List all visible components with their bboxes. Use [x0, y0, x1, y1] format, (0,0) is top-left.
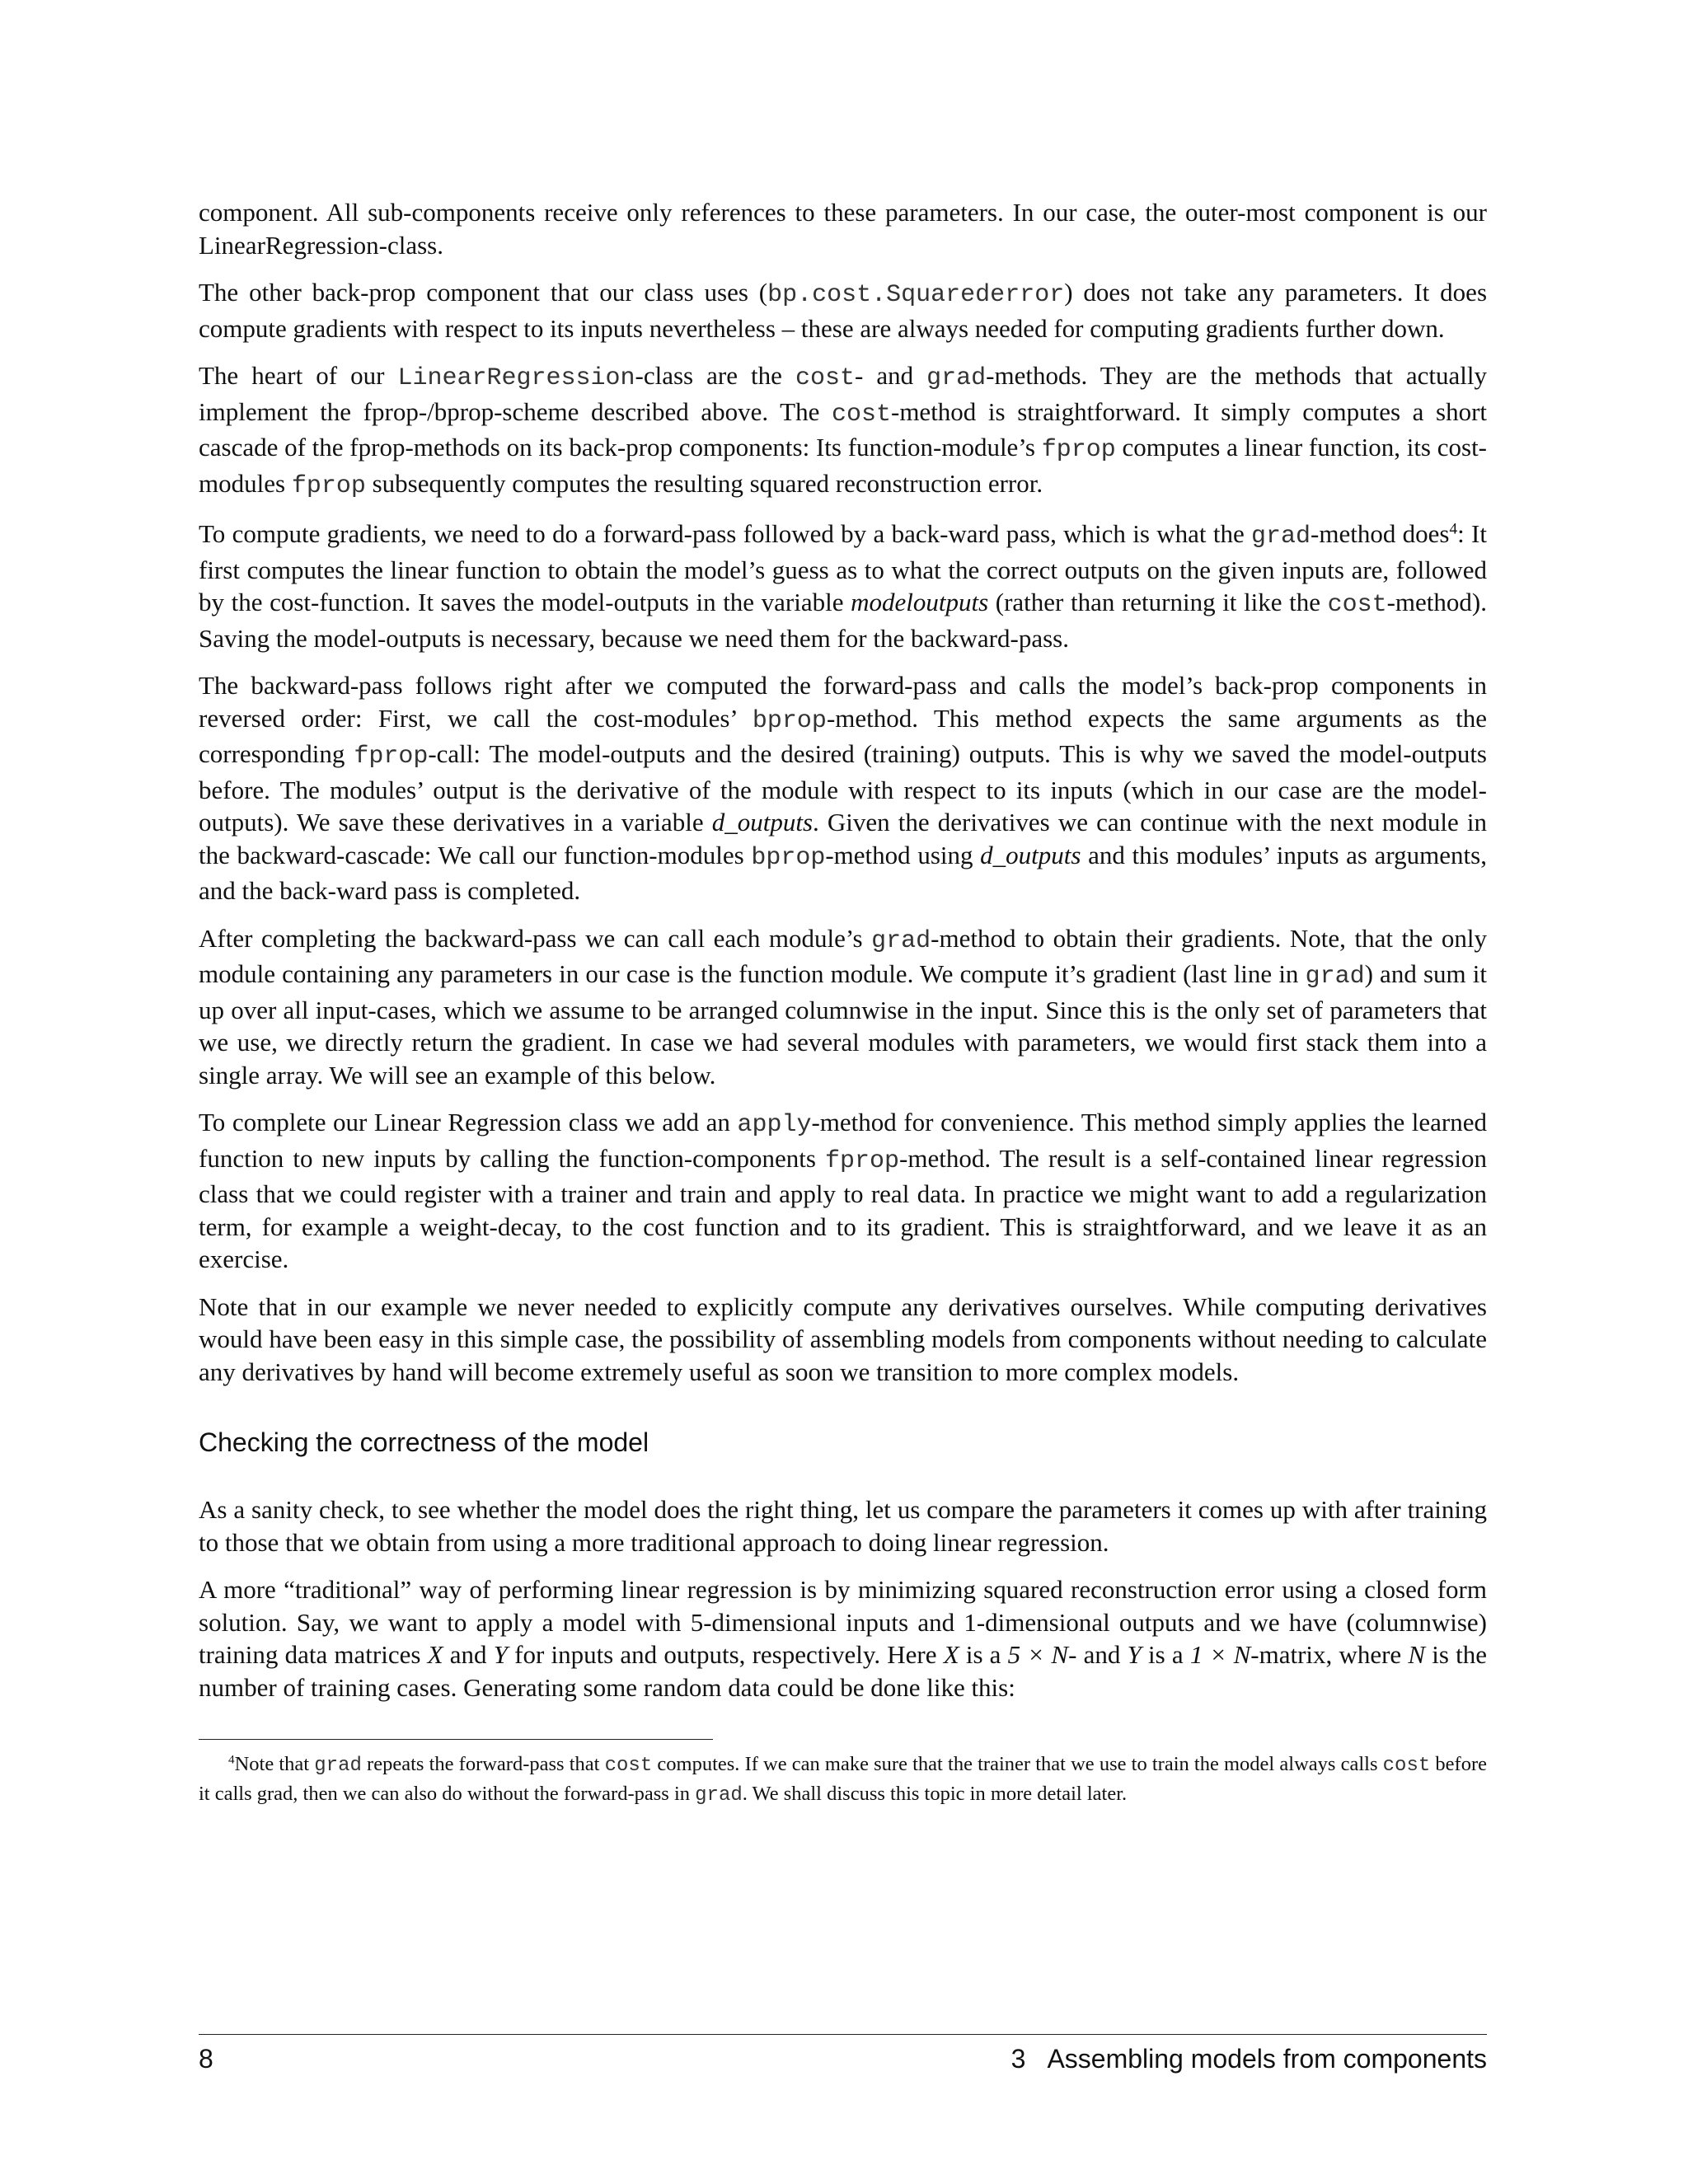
- variable-name: modeloutputs: [851, 588, 989, 616]
- paragraph: The heart of our LinearRegression-class are the cost- and grad-methods. They are the methods that actually implement the fprop-/bprop-scheme described above. The cost-method is straightforward. It simply computes a short cascade of the fprop-methods on its back-prop components: Its function-module’s fprop computes a linear function, its cost-modules fprop subsequently computes the resulting squared reconstruction error.: [199, 361, 1488, 500]
- math-expression: 1 × N: [1189, 1640, 1251, 1669]
- code-inline: cost: [1382, 1755, 1431, 1777]
- paragraph: To compute gradients, we need to do a forward-pass followed by a back-ward pass, which is what the grad-method does$^4$: It first computes the linear function to obtain the model’s guess as to what the correct outputs on the given inputs are, followed by the cost-function. It saves the model-outputs in the variable modeloutputs (rather than returning it like the cost-method). Saving the model-outputs is necessary, because we need them for the backward-pass.: [199, 519, 1487, 653]
- paragraph: As a sanity check, to see whether the model does the right thing, let us compare the parameters it comes up with after training to those that we obtain from using a more traditional approach to doing linear regression.: [199, 1495, 1487, 1557]
- code-inline: bp.cost.Squarederror: [767, 281, 1065, 309]
- code-inline: cost: [1327, 591, 1387, 619]
- code-inline: bprop: [752, 706, 827, 735]
- code-inline: bprop: [751, 843, 826, 872]
- math-symbol: X: [943, 1640, 959, 1669]
- math-number: 5: [690, 1607, 704, 1637]
- running-chapter-title: [1011, 2042, 1487, 2075]
- paragraph: After completing the backward-pass we can call each module’s grad-method to obtain their gradients. Note, that the only module containing any parameters in our case is the function module. We compute it’s gradient (last line in grad) and sum it up over all input-cases, which we assume to be arranged columnwise in the input. Since this is the only set of parameters that we use, we directly return the gradient. In case we had several modules with parameters, we would first stack them into a single array. We will see an example of this below.: [199, 923, 1488, 1090]
- code-inline: cost: [795, 364, 855, 392]
- footnote-number: 4: [228, 1752, 235, 1767]
- math-number: 1: [964, 1607, 977, 1637]
- code-inline: cost: [831, 400, 891, 429]
- code-inline: fprop: [354, 743, 429, 771]
- footnote-marker[interactable]: 4: [1449, 520, 1458, 538]
- code-inline: grad: [871, 926, 931, 955]
- footer-divider: [199, 2034, 1487, 2035]
- paragraph: A more “traditional” way of performing linear regression is by minimizing squared reconstruction error using a closed form solution. Say, we want to apply a model with 5-dimensional inputs and 1-dimensional outputs and we have (columnwise) training data matrices X and Y for inputs and outputs, respectively. Here X is a 5 × N- and Y is a 1 × N-matrix, where N is the number of training cases. Generating some random data could be done like this:: [199, 1575, 1488, 1702]
- code-inline: fprop: [825, 1146, 900, 1175]
- code-inline: grad: [1251, 523, 1311, 551]
- chapter-number: 3: [1010, 2044, 1026, 2074]
- section-heading: Checking the correctness of the model: [199, 1427, 649, 1457]
- math-symbol: Y: [1127, 1640, 1142, 1669]
- variable-name: d_outputs: [980, 840, 1081, 869]
- page-number: 8: [199, 2044, 213, 2074]
- math-expression: 5 × N: [1007, 1640, 1069, 1669]
- code-inline: LinearRegression: [397, 364, 635, 392]
- code-inline: grad: [695, 1784, 743, 1807]
- code-inline: grad: [314, 1755, 362, 1777]
- paragraph: To complete our Linear Regression class we add an apply-method for convenience. This method simply applies the learned function to new inputs by calling the function-components fprop-method. The result is a self-contained linear regression class that we could register with a trainer and train and apply to real data. In practice we might want to add a regularization term, for example a weight-decay, to the cost function and to its gradient. This is straightforward, and we leave it as an exercise.: [199, 1108, 1488, 1273]
- paragraph: Note that in our example we never needed to explicitly compute any derivatives ourselves. While computing derivatives would have been easy in this simple case, the possibility of assembling models from components without needing to calculate any derivatives by hand will become extremely useful as soon we transition to more complex models.: [199, 1291, 1487, 1386]
- code-inline: grad: [1305, 963, 1365, 991]
- variable-name: d_outputs: [711, 808, 814, 837]
- code-inline: apply: [737, 1111, 812, 1139]
- chapter-title: Assembling models from components: [1047, 2044, 1487, 2074]
- math-symbol: X: [427, 1640, 443, 1669]
- body-text: [199, 196, 1487, 1718]
- paragraph: The other back-prop component that our class uses (bp.cost.Squarederror) does not take any parameters. It does compute gradients with respect to its inputs nevertheless – these are always needed for computing gradients further down.: [199, 278, 1488, 343]
- code-inline: fprop: [1041, 436, 1116, 464]
- footnote: $^4$Note that grad repeats the forward-pass that cost computes. If we can make sure that the trainer that we use to train the model always calls cost before it calls grad, then we can also do without the forward-pass in grad. We shall discuss this topic in more detail later.: [199, 1752, 1487, 1807]
- math-symbol: N: [1408, 1640, 1426, 1669]
- code-inline: grad: [926, 364, 987, 392]
- paragraph: The backward-pass follows right after we computed the forward-pass and calls the model’s back-prop components in reversed order: First, we call the cost-modules’ bprop-method. This method expects the same arguments as the corresponding fprop-call: The model-outputs and the desired (training) outputs. This is why we saved the model-outputs before. The modules’ output is the derivative of the module with respect to its inputs (which in our case are the model-outputs). We save these derivatives in a variable d_outputs. Given the derivatives we can continue with the next module in the backward-cascade: We call our function-modules bprop-method using d_outputs and this modules’ inputs as arguments, and the back-ward pass is completed.: [199, 671, 1487, 905]
- code-inline: fprop: [291, 471, 366, 500]
- math-symbol: Y: [493, 1640, 508, 1669]
- paragraph: component. All sub-components receive only references to these parameters. In our case, the outer-most component is our LinearRegression-class.: [199, 198, 1487, 260]
- footnote-divider: [199, 1739, 713, 1740]
- code-inline: cost: [604, 1755, 653, 1777]
